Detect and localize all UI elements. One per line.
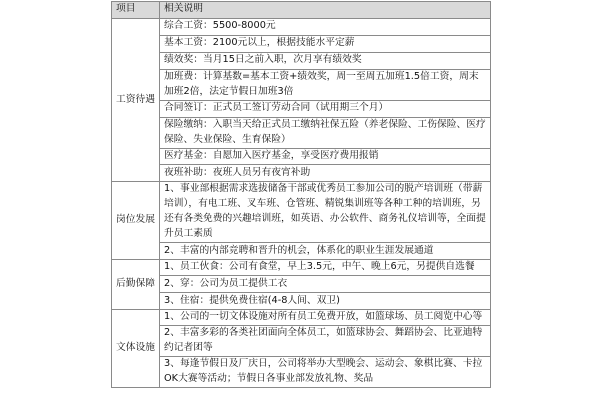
table-row xyxy=(112,69,491,100)
table-header-row xyxy=(112,2,491,19)
table-row xyxy=(112,18,491,35)
table-cell: 1、公司的一切文体设施对所有员工免费开放，如篮球场、员工阅览中心等 xyxy=(160,309,491,325)
category-salary: 工资待遇 xyxy=(112,18,160,181)
header-description: 相关说明 xyxy=(160,2,491,19)
table-cell: 医疗基金：自愿加入医疗基金，享受医疗费用报销 xyxy=(160,148,491,165)
table-cell: 加班费：计算基数=基本工资+绩效奖，周一至周五加班1.5倍工资，周末加班2倍，法定节假日加班3倍 xyxy=(160,69,491,100)
table-cell: 绩效奖：当月15日之前入职，次月享有绩效奖 xyxy=(160,52,491,69)
table-cell: 2、丰富的内部竞聘和晋升的机会，体系化的职业生涯发展通道 xyxy=(160,243,491,260)
table-cell: 3、每逢节假日及厂庆日，公司将举办大型晚会、运动会、象棋比赛、卡拉OK大赛等活动；节假日各事业部发放礼物、奖品 xyxy=(160,356,491,387)
table-cell: 2、穿：公司为员工提供工衣 xyxy=(160,276,491,293)
table-cell: 综合工资：5500-8000元 xyxy=(160,18,491,35)
table-row xyxy=(112,293,491,310)
table-cell: 基本工资：2100元以上，根据技能水平定薪 xyxy=(160,35,491,52)
table-row xyxy=(112,182,491,243)
category-recreation: 文体设施 xyxy=(112,309,160,387)
table-row xyxy=(112,260,491,276)
category-logistics: 后勤保障 xyxy=(112,260,160,310)
benefits-table xyxy=(111,1,491,388)
header-item: 项目 xyxy=(112,2,160,19)
table-row xyxy=(112,243,491,260)
table-cell: 保险缴纳：入职当天给正式员工缴纳社保五险（养老保险、工伤保险、医疗保险、失业保险、生育保险） xyxy=(160,117,491,148)
table-row xyxy=(112,117,491,148)
table-row xyxy=(112,35,491,52)
category-career: 岗位发展 xyxy=(112,182,160,260)
table-row xyxy=(112,52,491,69)
table-row xyxy=(112,100,491,117)
table-row xyxy=(112,309,491,325)
table-row xyxy=(112,148,491,165)
table-row xyxy=(112,165,491,182)
table-row xyxy=(112,276,491,293)
table-row xyxy=(112,356,491,387)
table-cell: 3、住宿：提供免费住宿(4-8人间、双卫) xyxy=(160,293,491,310)
table-cell: 2、丰富多彩的各类社团面向全体员工，如篮球协会、舞蹈协会、比亚迪特约记者团等 xyxy=(160,325,491,356)
table-cell: 1、事业部根据需求选拔储备干部或优秀员工参加公司的脱产培训班（带薪培训），有电工班、叉车班、仓管班、精锐集训班等各种工种的培训班，另还有各类免费的兴趣培训班，如英语、办公软件、商务礼仪培训等，全面提升员工素质 xyxy=(160,182,491,243)
table-row xyxy=(112,325,491,356)
table-cell: 1、员工伙食：公司有食堂，早上3.5元，中午、晚上6元，另提供自选餐 xyxy=(160,260,491,276)
table-cell: 夜班补助：夜班人员另有夜宵补助 xyxy=(160,165,491,182)
table-cell: 合同签订：正式员工签订劳动合同（试用期三个月） xyxy=(160,100,491,117)
